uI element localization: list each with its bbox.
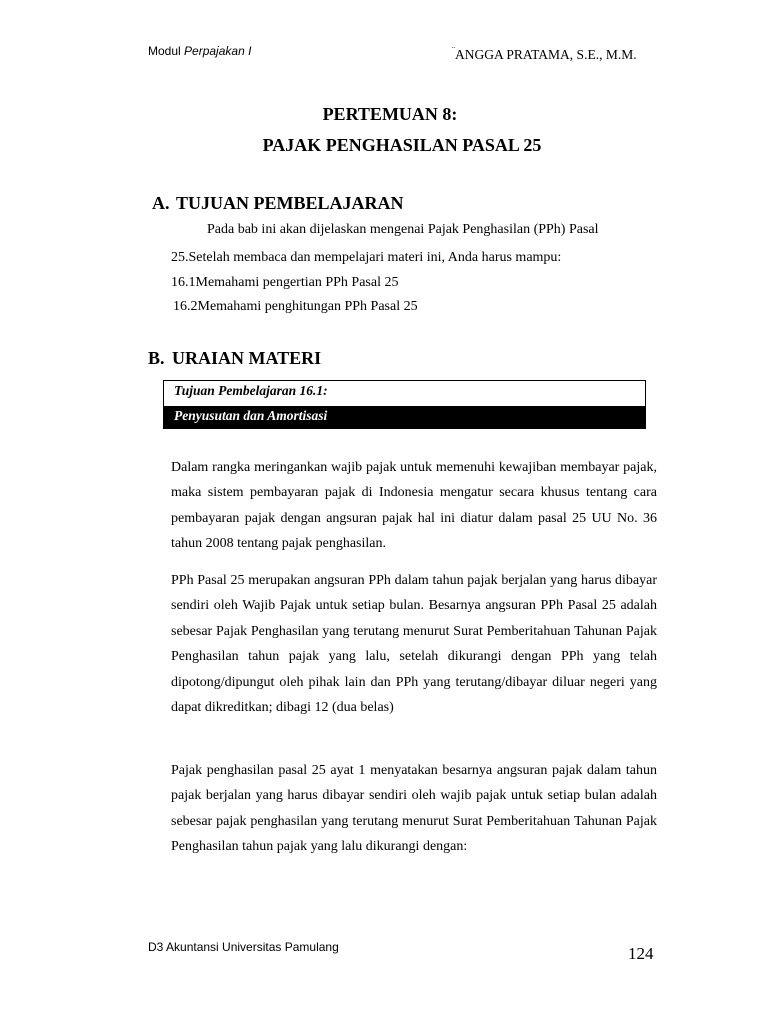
section-a-heading (152, 193, 404, 214)
body-paragraph-1: Dalam rangka meringankan wajib pajak untuk memenuhi kewajiban membayar pajak, maka sistem pembayaran pajak di Indonesia mengatur secara khusus tentang cara pembayaran pajak dengan angsuran pajak hal ini diatur dalam pasal 25 UU No. 36 tahun 2008 tentang pajak penghasilan. (171, 460, 657, 552)
objective-item-1: 16.1Memahami pengertian PPh Pasal 25 (171, 275, 399, 290)
objective-intro-line-1: Pada bab ini akan dijelaskan mengenai Pajak Penghasilan (PPh) Pasal (207, 222, 599, 237)
footer-institution: D3 Akuntansi Universitas Pamulang (148, 940, 339, 954)
page-number: 124 (628, 944, 654, 963)
author-mark: ¨ (452, 45, 455, 55)
objective-topic-bar: Penyusutan dan Amortisasi (164, 406, 645, 428)
body-paragraph-3: Pajak penghasilan pasal 25 ayat 1 menyatakan besarnya angsuran pajak dalam tahun pajak berjalan yang harus dibayar sendiri oleh wajib pajak untuk setiap bulan adalah sebesar pajak penghasilan yang terutang menurut Surat Pemberitahuan Tahunan Pajak Penghasilan tahun pajak yang lalu dikurangi dengan: (171, 763, 657, 855)
section-a-letter: A. (152, 193, 170, 213)
section-b-letter: B. (148, 348, 165, 368)
running-header-module (148, 44, 251, 58)
objective-intro-line-2: 25.Setelah membaca dan mempelajari materi ini, Anda harus mampu: (171, 250, 562, 265)
module-title: Perpajakan I (184, 44, 252, 58)
section-a-title: TUJUAN PEMBELAJARAN (176, 193, 404, 213)
module-label: Modul (148, 44, 181, 58)
learning-objective-box (163, 380, 646, 429)
objective-label: Tujuan Pembelajaran 16.1: (174, 383, 328, 398)
author-name: ANGGA PRATAMA, S.E., M.M. (455, 47, 637, 62)
section-b-heading (148, 348, 321, 369)
running-header-author (452, 45, 637, 63)
chapter-subtitle: PAJAK PENGHASILAN PASAL 25 (262, 135, 542, 155)
section-b-title: URAIAN MATERI (172, 348, 322, 368)
body-paragraph-2: PPh Pasal 25 merupakan angsuran PPh dalam tahun pajak berjalan yang harus dibayar sendiri oleh Wajib Pajak untuk setiap bulan. Besarnya angsuran PPh Pasal 25 adalah sebesar Pajak Penghasilan yang terutang menurut Surat Pemberitahuan Tahunan Pajak Penghasilan tahun pajak yang lalu, setelah dikurangi dengan PPh yang telah dipotong/dipungut oleh pihak lain dan PPh yang terutang/dibayar diluar negeri yang dapat dikreditkan; dibagi 12 (dua belas) (171, 573, 657, 716)
chapter-title: PERTEMUAN 8: (322, 104, 458, 124)
objective-item-2: 16.2Memahami penghitungan PPh Pasal 25 (173, 299, 418, 314)
